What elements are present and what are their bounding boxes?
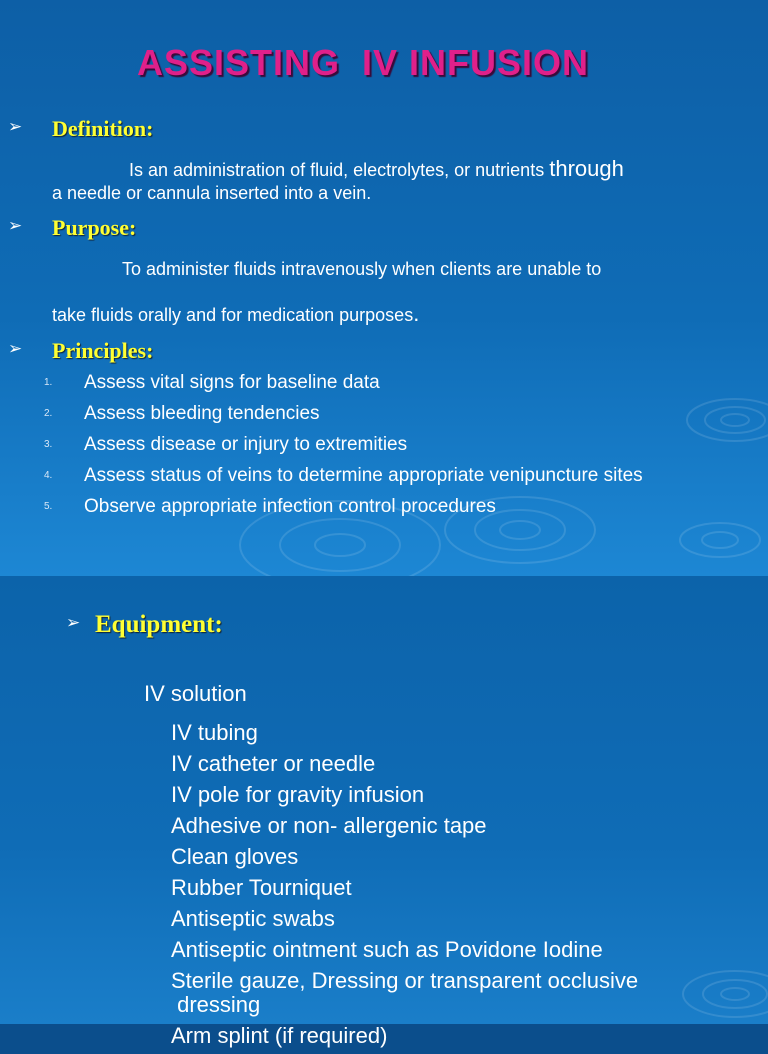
definition-text <box>129 156 624 182</box>
list-item <box>44 434 643 465</box>
principles-list <box>44 372 643 527</box>
list-text: Assess status of veins to determine appropriate venipuncture sites <box>84 465 643 486</box>
list-item: Clean gloves <box>171 844 299 869</box>
purpose-text-period: . <box>413 301 420 326</box>
purpose-text-line2 <box>52 301 419 327</box>
list-text: Assess vital signs for baseline data <box>84 372 380 393</box>
arrow-bullet-icon: ➢ <box>8 117 23 137</box>
list-number: 1. <box>44 377 53 389</box>
list-text: Observe appropriate infection control procedures <box>84 496 496 517</box>
list-item: Sterile gauze, Dressing or transparent occlusive <box>171 968 639 993</box>
list-item <box>44 465 643 496</box>
definition-heading: Definition: <box>52 116 154 141</box>
list-number: 2. <box>44 408 53 420</box>
list-item <box>44 403 643 434</box>
list-item: dressing <box>171 992 261 1017</box>
list-item: Antiseptic swabs <box>171 906 335 931</box>
list-item: IV catheter or needle <box>171 751 376 776</box>
purpose-text-part: take fluids orally and for medication purposes <box>52 305 414 325</box>
equipment-list <box>171 720 638 1054</box>
principles-heading: Principles: <box>52 338 154 363</box>
arrow-bullet-icon: ➢ <box>66 613 81 633</box>
list-text: Assess disease or injury to extremities <box>84 434 408 455</box>
definition-text-line2: a needle or cannula inserted into a vein. <box>52 183 372 203</box>
list-item: Arm splint (if required) <box>171 1023 388 1048</box>
equipment-heading: Equipment: <box>95 611 223 638</box>
arrow-bullet-icon: ➢ <box>8 216 23 236</box>
list-item: Antiseptic ointment such as Povidone Iodine <box>171 937 603 962</box>
list-text: Assess bleeding tendencies <box>84 403 320 424</box>
definition-text-part: Is an administration of fluid, electrolytes, or nutrients <box>129 160 545 180</box>
purpose-heading: Purpose: <box>52 215 137 240</box>
list-item: Rubber Tourniquet <box>171 875 352 900</box>
definition-text-emphasis: through <box>549 156 624 181</box>
equipment-first-item: IV solution <box>144 681 247 706</box>
list-item: Adhesive or non- allergenic tape <box>171 813 487 838</box>
purpose-text-line1: To administer fluids intravenously when clients are unable to <box>122 259 602 279</box>
list-item <box>44 496 643 527</box>
list-number: 5. <box>44 501 53 513</box>
list-number: 4. <box>44 470 53 482</box>
list-number: 3. <box>44 439 53 451</box>
arrow-bullet-icon: ➢ <box>8 339 23 359</box>
list-item <box>44 372 643 403</box>
list-item: IV pole for gravity infusion <box>171 782 425 807</box>
list-item: IV tubing <box>171 720 258 745</box>
slide-title: ASSISTING IV INFUSION <box>136 42 590 83</box>
